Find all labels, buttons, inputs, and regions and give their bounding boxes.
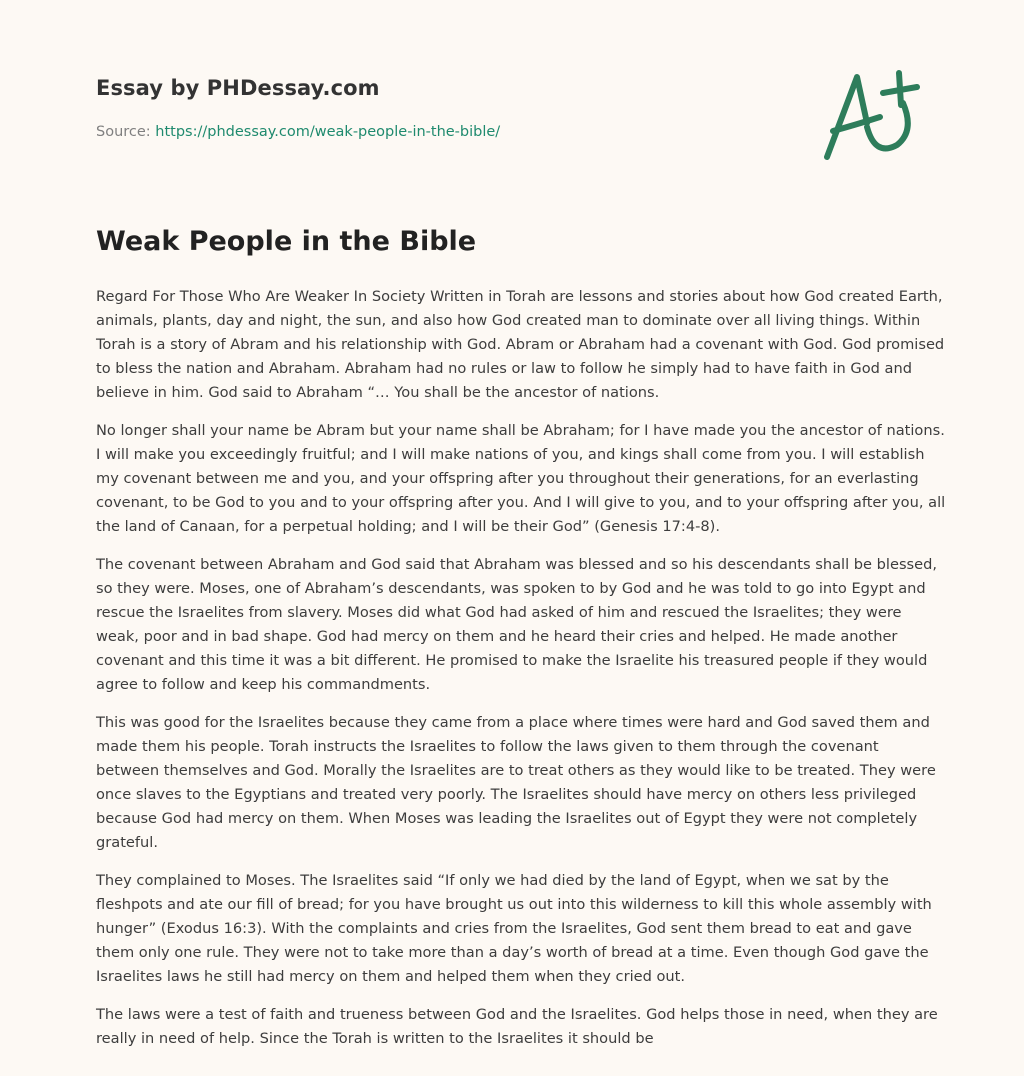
paragraph: No longer shall your name be Abram but your name shall be Abraham; for I have made you the ancestor of nations. I will make you exceedingly fruitful; and I will make nations of you, and kings shall come from you. I will establish my covenant between me and you, and your offspring after you throughout their generations, for an everlasting covenant, to be God to you and to your offspring after you. And I will give to you, and to your offspring after you, all the land of Canaan, for a perpetual holding; and I will be their God” (Genesis 17:4-8). <box>96 422 946 535</box>
source-link[interactable]: https://phdessay.com/weak-people-in-the-bible/ <box>155 124 501 140</box>
site-title: Essay by PHDessay.com <box>96 76 380 100</box>
paragraph: Regard For Those Who Are Weaker In Society Written in Torah are lessons and stories about how God created Earth, animals, plants, day and night, the sun, and also how God created man to dominate over all living things. Within Torah is a story of Abram and his relationship with God. Abram or Abraham had a covenant with God. God promised to bless the nation and Abraham. Abraham had no rules or law to follow he simply had to have faith in God and believe in him. God said to Abraham “… You shall be the ancestor of nations. <box>96 288 945 401</box>
a-plus-logo-icon <box>815 65 935 165</box>
source-label: Source: <box>96 124 151 140</box>
paragraph: They complained to Moses. The Israelites said “If only we had died by the land of Egypt, when we sat by the fleshpots and ate our fill of bread; for you have brought us out into this wilderness to kill this whole assembly with hunger” (Exodus 16:3). With the complaints and cries from the Israelites, God sent them bread to eat and gave them only one rule. They were not to take more than a day’s worth of bread at a time. Even though God gave the Israelites laws he still had mercy on them and helped them when they cried out. <box>96 872 932 985</box>
article-title: Weak People in the Bible <box>96 226 477 257</box>
source-line <box>96 124 500 140</box>
paragraph: The covenant between Abraham and God said that Abraham was blessed and so his descendants shall be blessed, so they were. Moses, one of Abraham’s descendants, was spoken to by God and he was told to go into Egypt and rescue the Israelites from slavery. Moses did what God had asked of him and rescued the Israelites; they were weak, poor and in bad shape. God had mercy on them and he heard their cries and helped. He made another covenant and this time it was a bit different. He promised to make the Israelite his treasured people if they would agree to follow and keep his commandments. <box>96 556 938 693</box>
paragraph: The laws were a test of faith and trueness between God and the Israelites. God helps those in need, when they are really in need of help. Since the Torah is written to the Israelites it should be <box>96 1006 938 1047</box>
article-body <box>96 285 946 1065</box>
paragraph: This was good for the Israelites because they came from a place where times were hard and God saved them and made them his people. Torah instructs the Israelites to follow the laws given to them through the covenant between themselves and God. Morally the Israelites are to treat others as they would like to be treated. They were once slaves to the Egyptians and treated very poorly. The Israelites should have mercy on others less privileged because God had mercy on them. When Moses was leading the Israelites out of Egypt they were not completely grateful. <box>96 714 936 851</box>
